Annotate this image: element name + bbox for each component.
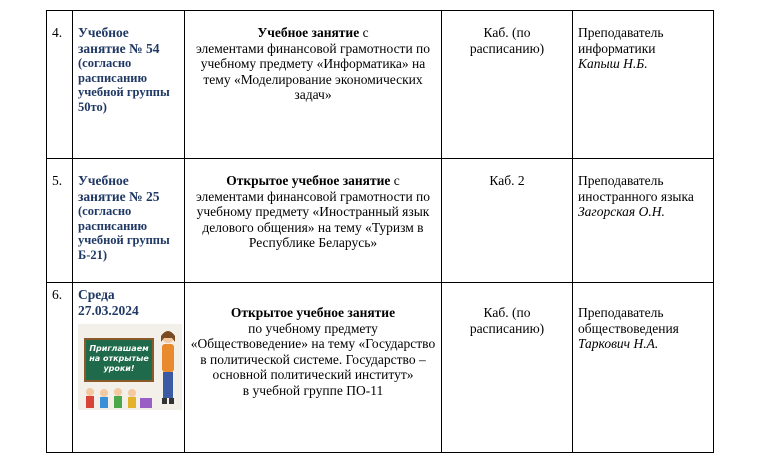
table-row bbox=[47, 11, 714, 159]
lesson-desc-connector: с bbox=[359, 25, 369, 40]
room-cell: Каб. 2 bbox=[442, 159, 573, 283]
row-number: 4. bbox=[47, 11, 73, 159]
teacher-name: Капыш Н.Б. bbox=[578, 56, 648, 71]
row-number: 5. bbox=[47, 159, 73, 283]
lesson-topic: по учебному предмету «Обществоведение» на тему «Государство в политической системе. Государство – основной политический институт» bbox=[190, 320, 436, 382]
room-cell: Каб. (по расписанию) bbox=[442, 283, 573, 453]
teacher-role: Преподаватель иностранного языка bbox=[578, 173, 694, 204]
lesson-title-cell bbox=[73, 11, 185, 159]
lesson-topic: элементами финансовой грамотности по учебному предмету «Информатика» на тему «Моделирование экономических задач» bbox=[195, 40, 431, 102]
teacher-cell bbox=[573, 159, 714, 283]
teacher-role: Преподаватель информатики bbox=[578, 25, 664, 56]
lesson-date: 27.03.2024 bbox=[78, 302, 139, 318]
lesson-group: в учебной группе ПО-11 bbox=[242, 382, 384, 398]
lesson-title: Учебное занятие № 54 bbox=[78, 25, 160, 56]
children-icon bbox=[82, 386, 154, 408]
lesson-description bbox=[185, 11, 442, 159]
lesson-weekday: Среда bbox=[78, 287, 115, 302]
teacher-name: Таркович Н.А. bbox=[578, 336, 659, 351]
room-cell: Каб. (по расписанию) bbox=[442, 11, 573, 159]
lesson-type: Открытое учебное занятие bbox=[226, 173, 391, 188]
lesson-date-cell bbox=[73, 283, 185, 453]
teacher-cell bbox=[573, 283, 714, 453]
lesson-description bbox=[185, 159, 442, 283]
lesson-topic: элементами финансовой грамотности по учебному предмету «Иностранный язык делового общения» на тему «Туризм в Республике Беларусь» bbox=[195, 188, 431, 250]
lesson-type: Учебное занятие bbox=[257, 25, 360, 40]
schedule-table bbox=[46, 10, 714, 453]
table-row bbox=[47, 283, 714, 453]
lesson-title-cell bbox=[73, 159, 185, 283]
teacher-name: Загорская О.Н. bbox=[578, 204, 665, 219]
lesson-group-note: (согласно расписанию учебной группы Б-21) bbox=[78, 204, 170, 262]
banner-line: на открытые bbox=[89, 354, 149, 363]
banner-line: уроки! bbox=[103, 364, 135, 373]
table-row bbox=[47, 159, 714, 283]
teacher-cell bbox=[573, 11, 714, 159]
lesson-title: Учебное занятие № 25 bbox=[78, 173, 160, 204]
lesson-type: Открытое учебное занятие bbox=[230, 305, 396, 320]
lesson-desc-connector: с bbox=[390, 173, 400, 188]
row-number: 6. bbox=[47, 283, 73, 453]
open-lessons-banner bbox=[78, 324, 182, 410]
chalkboard bbox=[84, 338, 154, 382]
lesson-description bbox=[185, 283, 442, 453]
banner-line: Приглашаем bbox=[89, 344, 149, 353]
teacher-figure-icon bbox=[156, 328, 180, 406]
teacher-role: Преподаватель обществоведения bbox=[578, 305, 679, 336]
lesson-group-note: (согласно расписанию учебной группы 50то) bbox=[78, 56, 170, 114]
